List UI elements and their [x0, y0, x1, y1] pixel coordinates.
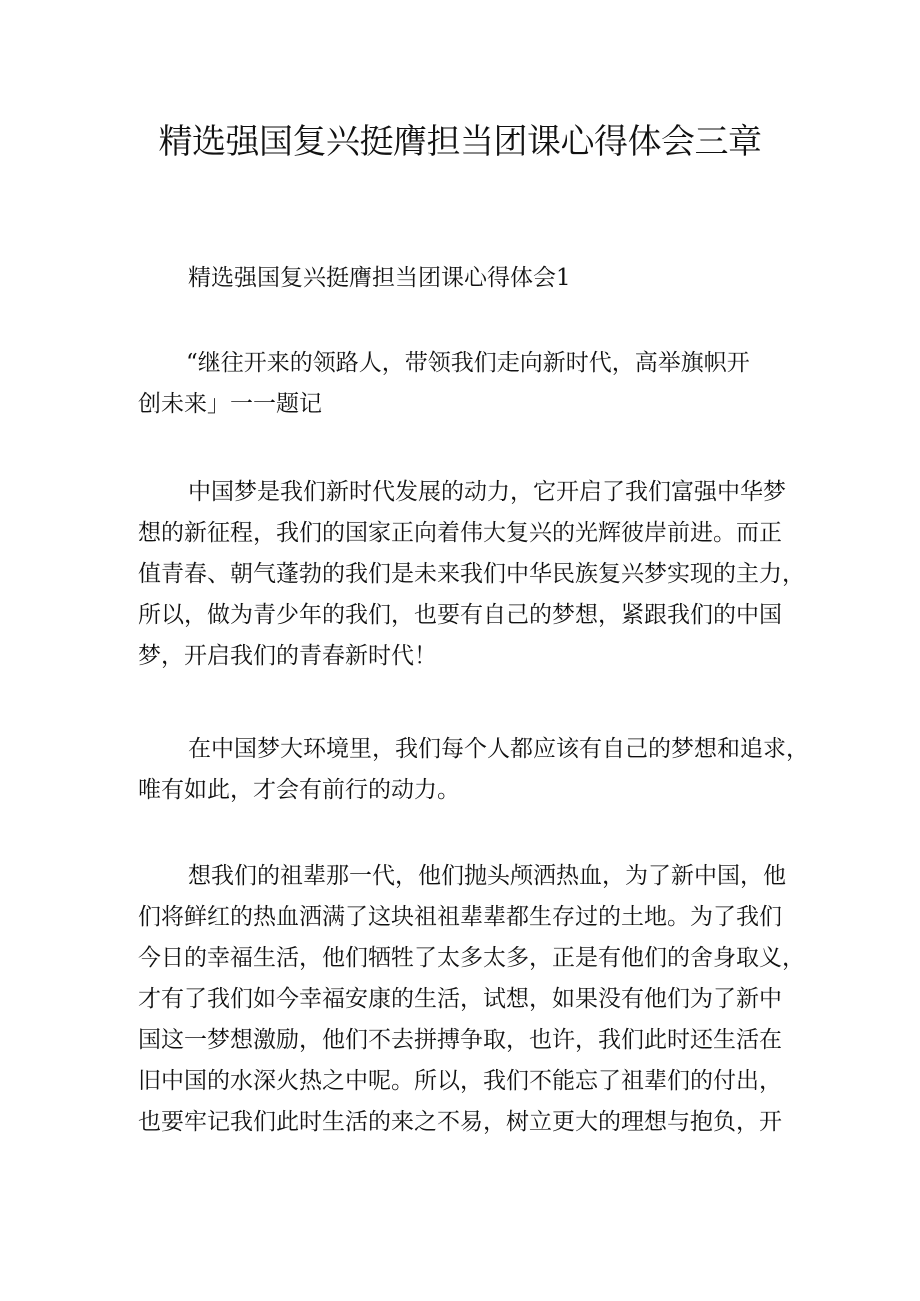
paragraph-line: 梦，开启我们的青春新时代！ [138, 643, 437, 669]
paragraph-ancestors [138, 856, 805, 1143]
paragraph-epigraph [138, 343, 788, 425]
paragraph-line: 在中国梦大环境里，我们每个人都应该有自己的梦想和追求， [188, 736, 809, 762]
section-heading: 精选强国复兴挺膺担当团课心得体会1 [188, 265, 571, 291]
paragraph-line: 旧中国的水深火热之中呢。所以，我们不能忘了祖辈们的付出， [138, 1068, 782, 1094]
paragraph-line: 唯有如此，才会有前行的动力。 [138, 777, 460, 803]
paragraph-line: 国这一梦想激励，他们不去拼搏争取，也许，我们此时还生活在 [138, 1027, 782, 1053]
paragraph-line: 们将鲜红的热血洒满了这块祖祖辈辈都生存过的土地。为了我们 [138, 904, 782, 930]
paragraph-line: 值青春、朝气蓬勃的我们是未来我们中华民族复兴梦实现的主力， [138, 561, 805, 587]
paragraph-line: 也要牢记我们此时生活的来之不易，树立更大的理想与抱负，开 [138, 1109, 782, 1135]
paragraph-dream-pursuit [138, 729, 809, 811]
document-title: 精选强国复兴挺膺担当团课心得体会三章 [158, 122, 762, 162]
paragraph-line: 创未来」一一题记 [138, 391, 322, 417]
paragraph-line: “继往开来的领路人，带领我们走向新时代，高举旗帜开 [186, 350, 750, 376]
paragraph-line: 想的新征程，我们的国家正向着伟大复兴的光辉彼岸前进。而正 [138, 520, 782, 546]
paragraph-line: 中国梦是我们新时代发展的动力，它开启了我们富强中华梦 [188, 479, 786, 505]
paragraph-line: 所以，做为青少年的我们，也要有自己的梦想，紧跟我们的中国 [138, 602, 782, 628]
paragraph-line: 想我们的祖辈那一代，他们抛头颅洒热血，为了新中国，他 [188, 863, 786, 889]
paragraph-chinese-dream [138, 472, 805, 677]
paragraph-line: 今日的幸福生活，他们牺牲了太多太多，正是有他们的舍身取义， [138, 945, 805, 971]
paragraph-line: 才有了我们如今幸福安康的生活，试想，如果没有他们为了新中 [138, 986, 782, 1012]
